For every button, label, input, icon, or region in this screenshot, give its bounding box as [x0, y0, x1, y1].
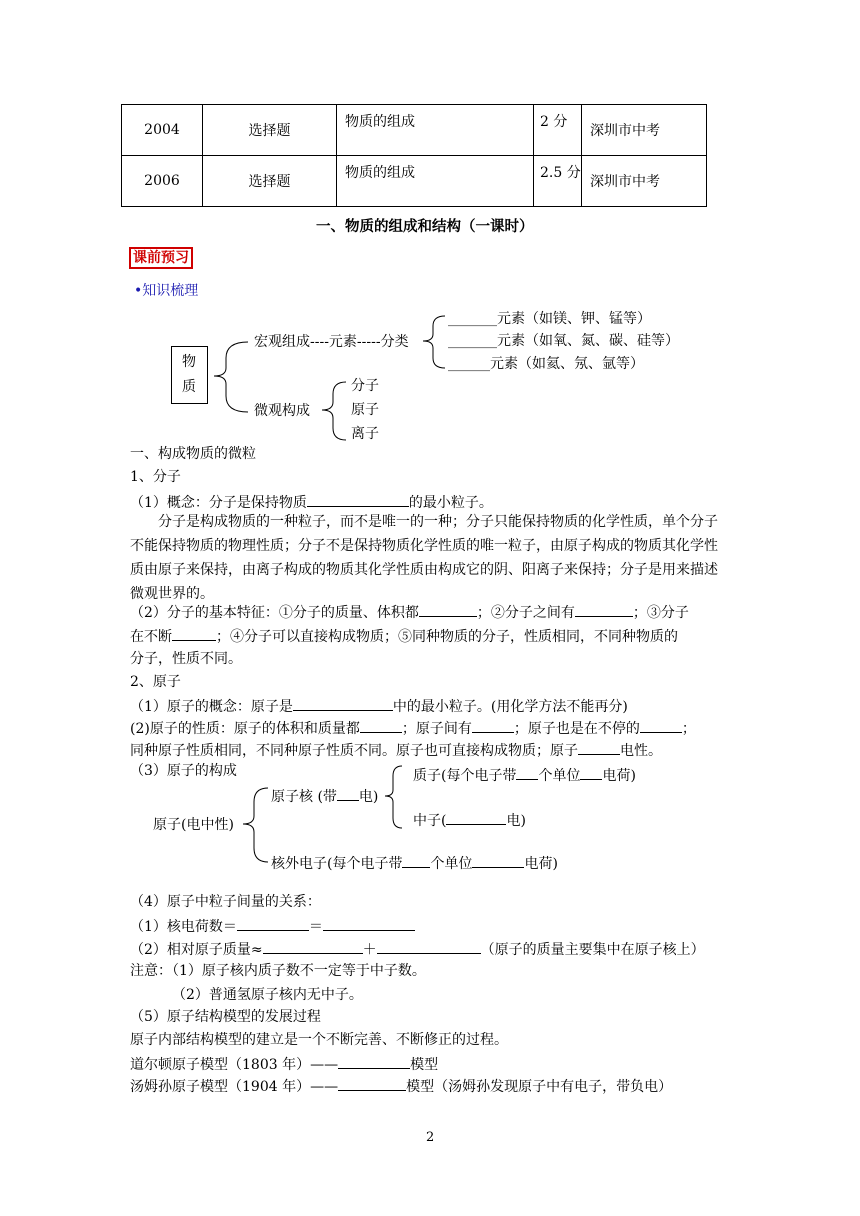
blank — [640, 720, 682, 733]
topic-cell: 物质的组成 — [337, 156, 534, 207]
note-2: （2）普通氢原子核内无中子。 — [172, 987, 363, 1003]
model-heading: （5）原子结构模型的发展过程 — [130, 1009, 321, 1025]
type-cell: 选择题 — [203, 156, 337, 207]
class-nonmetal: _______元素（如氧、氮、碳、硅等） — [448, 333, 679, 349]
atom-properties-1: (2)原子的性质：原子的体积和质量都 ；原子间有 ；原子也是在不停的 ； — [130, 721, 696, 737]
source-cell: 深圳市中考 — [582, 156, 707, 207]
blank — [337, 788, 359, 801]
year-cell: 2006 — [122, 156, 203, 207]
atom-concept: （1）原子的概念：原子是 中的最小粒子。(用化学方法不能再分) — [130, 699, 628, 715]
exam-table — [121, 104, 707, 207]
electron-label: 核外电子(每个电子带 个单位 电荷) — [271, 856, 558, 872]
atom-neutral-label: 原子(电中性) — [153, 817, 234, 833]
blank — [402, 855, 430, 868]
blank — [377, 941, 481, 954]
blank — [263, 941, 363, 954]
matter-brace — [210, 340, 250, 415]
year-cell: 2004 — [122, 105, 203, 156]
blank — [419, 604, 477, 617]
class-noble: ______元素（如氦、氖、氩等） — [448, 356, 644, 372]
matter-char-2: 质 — [182, 379, 196, 395]
atom-properties-2: 同种原子性质相同，不同种原子性质不同。原子也可直接构成物质；原子 电性。 — [130, 743, 662, 759]
model-intro: 原子内部结构模型的建立是一个不断完善、不断修正的过程。 — [130, 1032, 508, 1048]
table-row — [122, 156, 707, 207]
blank — [172, 628, 216, 641]
neutron-label: 中子( 电) — [413, 813, 526, 829]
heading-molecule: 1、分子 — [130, 469, 181, 485]
heading-atom: 2、原子 — [130, 674, 181, 690]
knowledge-label: •知识梳理 — [134, 283, 199, 299]
nucleus-brace — [382, 764, 404, 832]
micro-brace — [318, 380, 348, 442]
blank — [472, 855, 524, 868]
topic-cell: 物质的组成 — [337, 105, 534, 156]
blank — [360, 720, 402, 733]
proton-label: 质子(每个电子带 个单位 电荷) — [413, 768, 636, 784]
blank — [293, 698, 393, 711]
blank — [578, 742, 620, 755]
preview-label: 课前预习 — [129, 247, 193, 269]
molecule-concept: （1）概念：分子是保持物质 的最小粒子。 — [130, 495, 493, 511]
blank — [323, 918, 415, 931]
type-cell: 选择题 — [203, 105, 337, 156]
blank — [580, 767, 602, 780]
note-1: 注意：（1）原子核内质子数不一定等于中子数。 — [130, 963, 426, 979]
score-cell: 2 分 — [534, 105, 582, 156]
relation-2: （2）相对原子质量≈ ＋ （原子的质量主要集中在原子核上） — [130, 942, 705, 958]
class-metal: _______元素（如镁、钾、锰等） — [448, 311, 651, 327]
molecule-features-1: （2）分子的基本特征：①分子的质量、体积都 ；②分子之间有 ；③分子 — [130, 605, 689, 621]
blank — [446, 812, 506, 825]
blank — [575, 604, 633, 617]
nucleus-label: 原子核 (带 电) — [271, 789, 379, 805]
atom-structure-heading: （3）原子的构成 — [130, 763, 237, 779]
atom-relation-heading: （4）原子中粒子间量的关系： — [130, 894, 321, 910]
matter-char-1: 物 — [182, 354, 196, 370]
blank — [472, 720, 514, 733]
blank — [516, 767, 538, 780]
molecule-features-3: 分子，性质不同。 — [130, 651, 242, 667]
source-cell: 深圳市中考 — [582, 105, 707, 156]
micro-atom: 原子 — [351, 402, 379, 418]
score-cell: 2.5 分 — [534, 156, 582, 207]
molecule-paragraph: 分子是构成物质的一种粒子，而不是唯一的一种；分子只能保持物质的化学性质，单个分子不能保持物质的物理性质；分子不是保持物质化学性质的唯一粒子，由原子构成的物质其化学性质由原子来保持，由离子构成的物质其化学性质由构成它的阴、阳离子来保持；分子是用来描述微观世界的。 — [130, 514, 718, 602]
micro-ion: 离子 — [351, 426, 379, 442]
molecule-features-2: 在不断 ；④分子可以直接构成物质；⑤同种物质的分子，性质相同，不同种物质的 — [130, 629, 678, 645]
macro-label: 宏观组成----元素-----分类 — [254, 334, 409, 350]
blank — [237, 918, 309, 931]
micro-molecule: 分子 — [351, 378, 379, 394]
blank — [307, 494, 409, 507]
blank — [338, 1078, 406, 1091]
relation-1: （1）核电荷数＝ ＝ — [130, 918, 415, 934]
micro-label: 微观构成 — [254, 403, 310, 419]
table-row — [122, 105, 707, 156]
dalton-model: 道尔顿原子模型（1803 年）—— 模型 — [130, 1057, 439, 1073]
thomson-model: 汤姆孙原子模型（1904 年）—— 模型（汤姆孙发现原子中有电子，带负电） — [130, 1079, 673, 1095]
page-number: 2 — [426, 1130, 435, 1145]
blank — [338, 1056, 410, 1069]
class-brace — [419, 314, 447, 370]
section-title: 一、物质的组成和结构（一课时） — [316, 218, 534, 235]
heading-particles: 一、构成物质的微粒 — [130, 446, 256, 462]
atom-brace — [240, 786, 270, 866]
